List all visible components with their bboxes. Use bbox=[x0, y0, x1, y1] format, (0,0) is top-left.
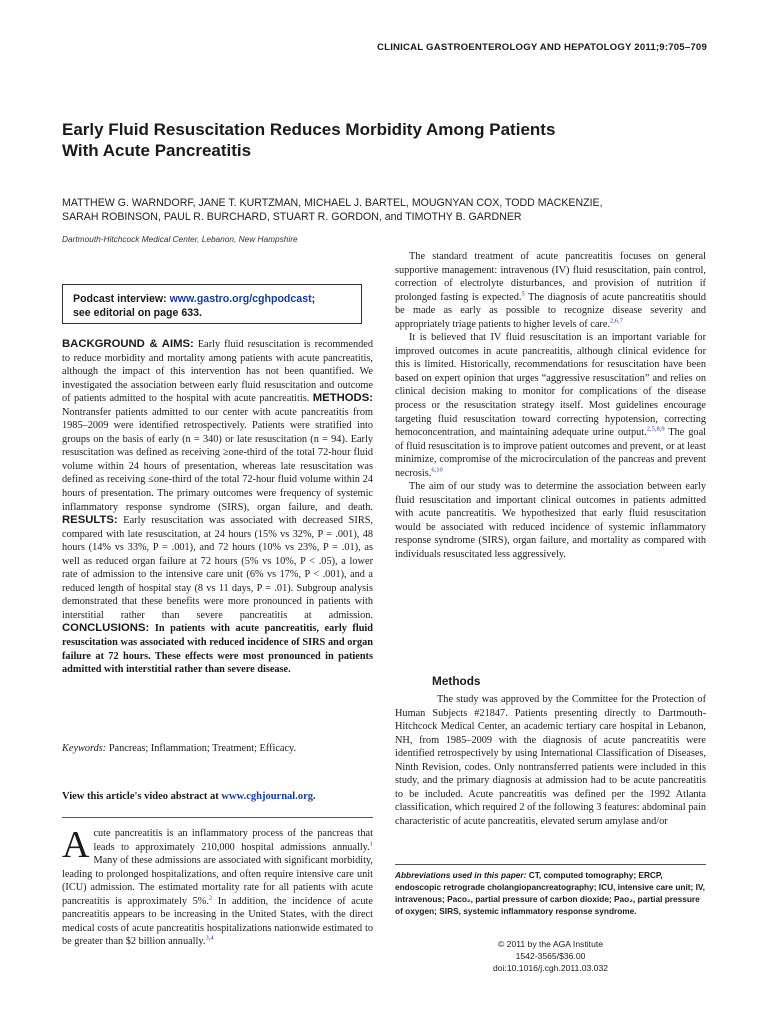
ref-2-5-8-9[interactable]: 2,5,8,9 bbox=[646, 425, 665, 433]
right-paragraph-1 bbox=[395, 250, 706, 331]
abstract bbox=[62, 338, 373, 677]
intro-text-3: In addition, the incidence of acute pancreatitis appears to be increasing in the United States, with the direct medical costs of acute pancreatitis hospitalizations nationwide estimated to be greater than $2 billion annually. bbox=[62, 895, 373, 948]
abstract-conclusions-heading: CONCLUSIONS: bbox=[62, 622, 150, 635]
ref-6-10[interactable]: 6,10 bbox=[431, 466, 443, 474]
abstract-background-text: Early fluid resuscitation is recommended to reduce morbidity and mortality among patients with acute pancreatitis, although the impact of this intervention has not been quantified. We investigated the association between early fluid resuscitation and outcome of patients admitted to the hospital with acute pancreatitis. bbox=[62, 339, 373, 405]
authors-line-1: MATTHEW G. WARNDORF, JANE T. KURTZMAN, MICHAEL J. BARTEL, MOUGNYAN COX, TODD MACKENZIE, bbox=[62, 197, 603, 209]
issn-price: 1542-3565/$36.00 bbox=[515, 951, 586, 961]
right-paragraph-3: The aim of our study was to determine the association between early fluid resuscitation and important clinical outcomes in patients admitted with acute pancreatitis. We hypothesized that early fluid resuscitation would be associated with reduced incidence of systemic inflammatory response syndrome (SIRS), organ failure, and mortality as compared with individuals resuscitated less aggressively. bbox=[395, 481, 706, 561]
title-line-1: Early Fluid Resuscitation Reduces Morbidity Among Patients bbox=[62, 120, 556, 139]
podcast-label: Podcast interview: bbox=[73, 293, 167, 305]
running-head: CLINICAL GASTROENTEROLOGY AND HEPATOLOGY 2011;9:705–709 bbox=[377, 42, 707, 53]
abstract-divider bbox=[62, 817, 373, 818]
copyright-block bbox=[395, 938, 706, 974]
video-abstract-note bbox=[62, 791, 373, 802]
ref-5[interactable]: 5 bbox=[521, 290, 525, 298]
keywords bbox=[62, 742, 373, 756]
podcast-link[interactable]: www.gastro.org/cghpodcast bbox=[169, 293, 312, 305]
right-column-intro bbox=[395, 250, 706, 562]
copyright-line: © 2011 by the AGA Institute bbox=[497, 939, 604, 949]
ref-2-6-7[interactable]: 2,6,7 bbox=[610, 317, 624, 325]
abstract-results-text: Early resuscitation was associated with decreased SIRS, compared with late resuscitation, at 24 hours (15% vs 32%, P = .001), 48 hours (14% vs 33%, P = .001), and 72 hours (10% vs 23%, P = .01), as well as reduced organ failure at 72 hours (5% vs 10%, P < .05), a lower rate of admission to the intensive care unit (6% vs 17%, P < .001), and a reduced length of hospital stay (8 vs 11 days, P = .01). Subgroup analysis demonstrated that these benefits were more pronounced in patients with interstitial rather than severe pancreatitis at admission. bbox=[62, 515, 373, 621]
ref-3-4[interactable]: 3,4 bbox=[205, 934, 214, 942]
abbreviations-footnote bbox=[395, 869, 706, 917]
title-line-2: With Acute Pancreatitis bbox=[62, 141, 252, 160]
abstract-results-heading: RESULTS: bbox=[62, 514, 118, 527]
article-title bbox=[62, 119, 682, 161]
p1-text: The standard treatment of acute pancreatitis focuses on general supportive management: intravenous (IV) fluid resuscitation, pain control, correction of electrolyte disturbances, and provision of nutrition if prolonged fasting is expected. bbox=[395, 251, 706, 303]
introduction-paragraph bbox=[62, 824, 373, 949]
footnote-divider bbox=[395, 864, 706, 865]
abbreviations-text: CT, computed tomography; ERCP, endoscopic retrograde cholangiopancreatography; ICU, intensive care unit; IV, intravenous; Paco₂, partial pressure of carbon dioxide; Pao₂, partial pressure of oxygen; SIRS, systemic inflammatory response syndrome. bbox=[395, 870, 705, 916]
video-text: View this article's video abstract at bbox=[62, 791, 219, 802]
podcast-line-1 bbox=[73, 292, 351, 306]
podcast-line-2: see editorial on page 633. bbox=[73, 307, 202, 319]
ref-2[interactable]: 2 bbox=[208, 894, 213, 902]
podcast-box bbox=[62, 284, 362, 324]
video-period: . bbox=[313, 791, 316, 802]
keywords-label: Keywords: bbox=[62, 743, 107, 754]
keywords-text: Pancreas; Inflammation; Treatment; Efficacy. bbox=[108, 743, 297, 754]
drop-cap: A bbox=[62, 824, 90, 866]
abstract-methods-text: Nontransfer patients admitted to our center with acute pancreatitis from 1985–2009 were identified retrospectively. Patients were stratified into groups on the basis of early (n = 340) or late resuscitation (n = 94). Early resuscitation was defined as receiving ≥one-third of the total 72-hour fluid volume within 24 hours of presentation, whereas late resuscitation was defined as receiving ≤one-third of the total 72-hour fluid volume within 24 hours of presentation. The primary outcomes were frequency of systemic inflammatory response syndrome (SIRS), organ failure, and death. bbox=[62, 406, 373, 513]
abstract-conclusions-text: In patients with acute pancreatitis, early fluid resuscitation was associated with reduced incidence of SIRS and organ failure at 72 hours. These effects were most pronounced in patients admitted with interstitial rather than severe disease. bbox=[62, 623, 374, 676]
methods-paragraph: The study was approved by the Committee for the Protection of Human Subjects #21847. Patients presenting directly to Dartmouth-Hitchcock Medical Center, an academic tertiary care hospital in Lebanon, NH, from 1985–2009 with the diagnosis of acute pancreatitis were identified retrospectively by using International Classification of Diseases, Ninth Revision, codes. Only nontransferred patients were included in this study, and the primary diagnosis at admission had to be acute pancreatitis to be included. Acute pancreatitis was defined per the 1992 Atlanta classification, which required 2 of the following 3 features: abdominal pain characteristic of acute pancreatitis, elevated serum amylase and/or bbox=[395, 694, 706, 827]
intro-text-1: cute pancreatitis is an inflammatory process of the pancreas that leads to approximately 210,000 hospital admissions annually. bbox=[93, 828, 373, 853]
author-list bbox=[62, 196, 712, 224]
authors-line-2: SARAH ROBINSON, PAUL R. BURCHARD, STUART R. GORDON, and TIMOTHY B. GARDNER bbox=[62, 211, 522, 223]
abstract-background-heading: BACKGROUND & AIMS: bbox=[62, 338, 194, 350]
p2-text-2: The goal of fluid resuscitation is to improve patient outcomes and prevent, or at least minimize, compromise of the microcirculation of the pancreas and prevent necrosis. bbox=[395, 427, 707, 479]
abbreviations-lead: Abbreviations used in this paper: bbox=[395, 870, 527, 880]
methods-section-heading: Methods bbox=[432, 674, 481, 688]
abstract-methods-heading: METHODS: bbox=[312, 392, 373, 405]
ref-1[interactable]: 1 bbox=[369, 840, 373, 848]
p2-text: It is believed that IV fluid resuscitation is an important variable for improved outcomes in acute pancreatitis, although clinical evidence for this is limited. Historically, recommendations for resuscitation have been based on expert opinion that urges “aggressive resuscitation” and relies on clinical decision making to monitor for complications of the disease process or the resuscitation strategy itself. Most guidelines encourage targeting fluid resuscitation toward correcting hypotension, correcting hemoconcentration, and maintaining adequate urine output. bbox=[395, 332, 706, 439]
doi[interactable]: doi:10.1016/j.cgh.2011.03.032 bbox=[493, 963, 608, 973]
right-paragraph-2 bbox=[395, 331, 706, 480]
affiliation: Dartmouth-Hitchcock Medical Center, Lebanon, New Hampshire bbox=[62, 234, 298, 244]
p1-text-2: The diagnosis of acute pancreatitis should be made as early as possible to recognize disease severity and appropriately triage patients to higher levels of care. bbox=[395, 291, 707, 330]
podcast-semicolon: ; bbox=[311, 293, 316, 305]
video-link[interactable]: www.cghjournal.org bbox=[221, 791, 314, 802]
intro-text-2: Many of these admissions are associated with significant morbidity, leading to prolonged hospitalizations, and often require intensive care unit (ICU) admission. The estimated mortality rate for all patients with acute pancreatitis is approximately 5%. bbox=[62, 855, 373, 907]
